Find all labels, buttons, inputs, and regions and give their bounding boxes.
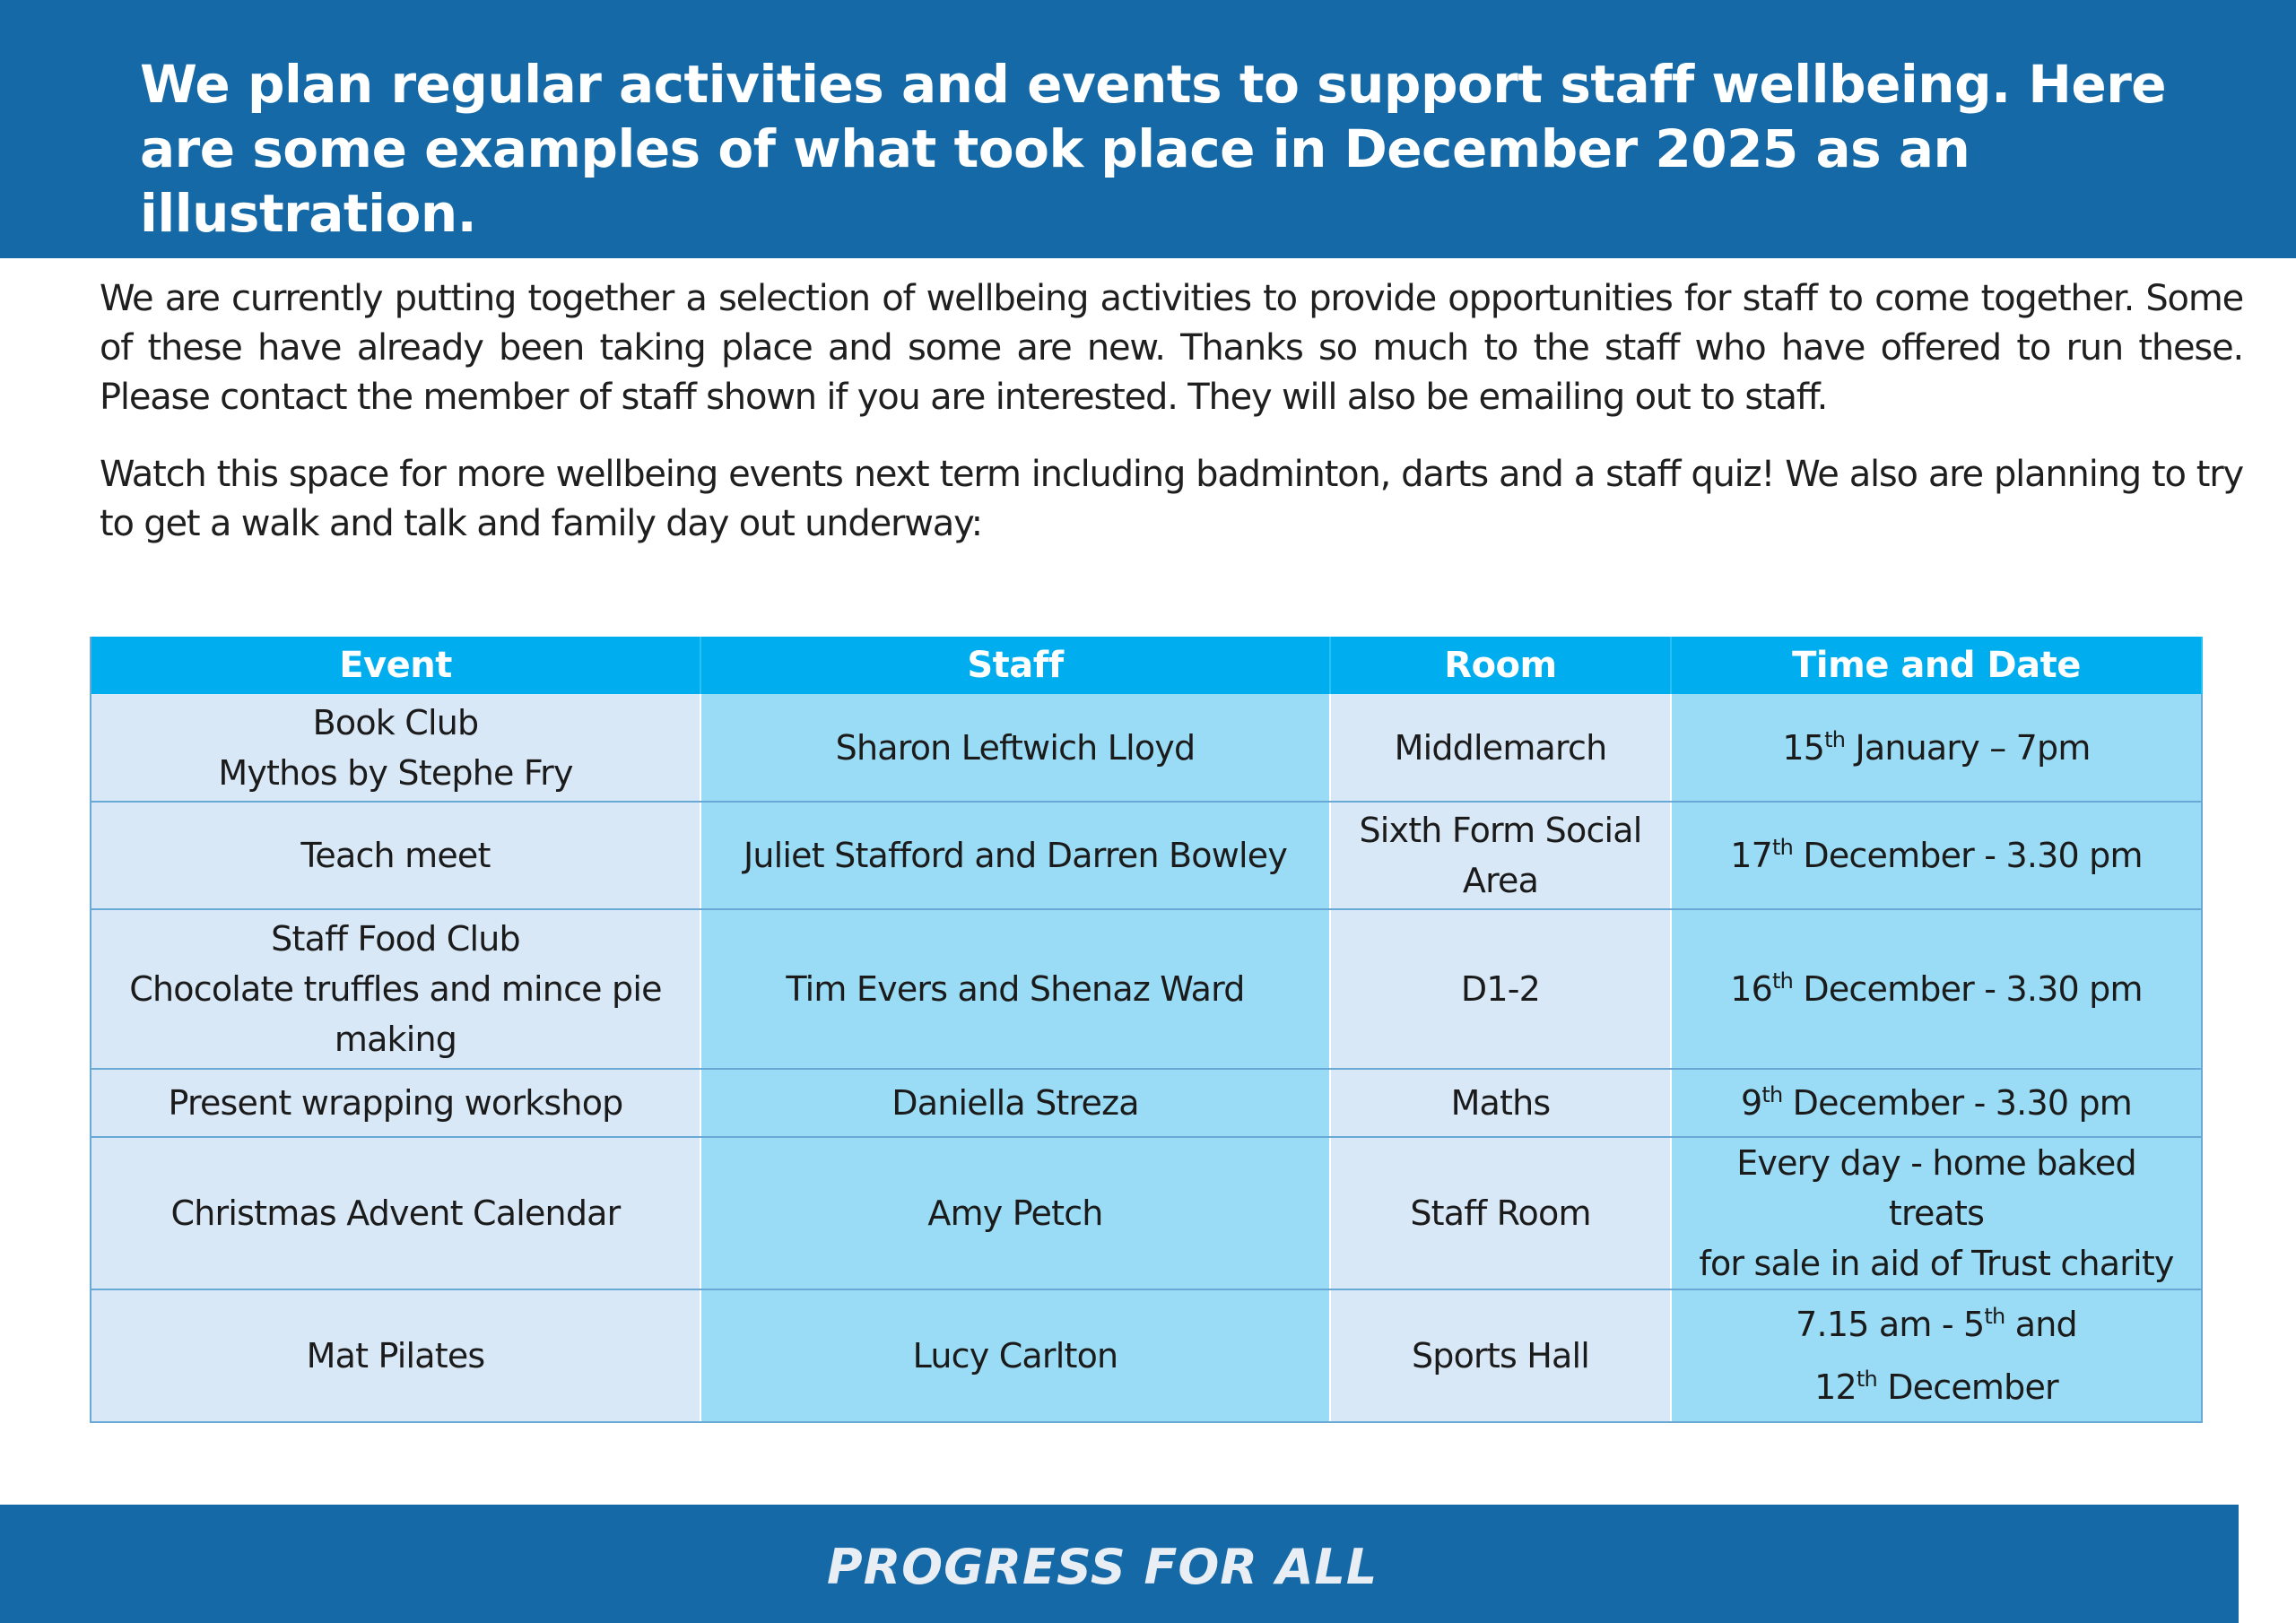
header-banner — [0, 0, 2296, 258]
time-cell — [1671, 694, 2202, 802]
event-cell: Christmas Advent Calendar — [91, 1137, 700, 1289]
event-cell — [91, 909, 700, 1069]
staff-cell: Juliet Stafford and Darren Bowley — [700, 802, 1330, 909]
date-rest: December - 3.30 pm — [1803, 969, 2143, 1009]
table-header-row — [91, 637, 2202, 694]
room-cell: D1-2 — [1330, 909, 1671, 1069]
table-row — [91, 694, 2202, 802]
table-row — [91, 1069, 2202, 1137]
staff-cell: Daniella Streza — [700, 1069, 1330, 1137]
date-suffix: th — [1984, 1304, 2005, 1329]
room-cell: Maths — [1330, 1069, 1671, 1137]
time-prefix: 7.15 am - 5 — [1796, 1305, 1985, 1344]
date-suffix: th — [1856, 1367, 1877, 1392]
date-day: 16 — [1730, 969, 1773, 1009]
date-rest: December - 3.30 pm — [1792, 1083, 2133, 1123]
staff-cell: Sharon Leftwich Lloyd — [700, 694, 1330, 802]
room-cell: Sports Hall — [1330, 1289, 1671, 1422]
time-line: for sale in aid of Trust charity — [1699, 1244, 2174, 1283]
time-line: Every day - home baked treats — [1736, 1143, 2136, 1233]
time-cell — [1671, 909, 2202, 1069]
event-detail: Chocolate truffles and mince pie — [129, 969, 662, 1009]
time-cell — [1671, 1069, 2202, 1137]
header-room: Room — [1330, 637, 1671, 694]
room-line: Sixth Form Social — [1359, 811, 1642, 850]
event-detail: Mythos by Stephe Fry — [218, 752, 573, 793]
event-detail: making — [334, 1020, 457, 1059]
event-name: Book Club — [312, 702, 479, 742]
room-line: Area — [1462, 861, 1539, 900]
staff-cell: Tim Evers and Shenaz Ward — [700, 909, 1330, 1069]
event-cell: Mat Pilates — [91, 1289, 700, 1422]
events-table — [90, 637, 2203, 1423]
date-day: 12 — [1814, 1367, 1857, 1407]
date-suffix: th — [1772, 968, 1794, 994]
intro-paragraph-2: Watch this space for more wellbeing events next term including badminton, darts and a staff quiz! We also are planning to try to get a walk and talk and family day out underway: — [100, 454, 2243, 544]
event-name: Staff Food Club — [271, 919, 520, 959]
table-row — [91, 1137, 2202, 1289]
date-suffix: th — [1824, 726, 1846, 752]
date-suffix: th — [1761, 1082, 1783, 1107]
time-cell — [1671, 1137, 2202, 1289]
header-time-and-date: Time and Date — [1671, 637, 2202, 694]
room-cell — [1330, 802, 1671, 909]
event-cell: Present wrapping workshop — [91, 1069, 700, 1137]
event-cell: Teach meet — [91, 802, 700, 909]
date-rest: January – 7pm — [1855, 727, 2091, 768]
table-row — [91, 802, 2202, 909]
header-staff: Staff — [700, 637, 1330, 694]
page-title: We plan regular activities and events to support staff wellbeing. Here are some examples of what took place in December 2025 as an illustration. — [140, 54, 2167, 244]
time-cell — [1671, 1289, 2202, 1422]
date-day: 9 — [1740, 1083, 1762, 1123]
header-event: Event — [91, 637, 700, 694]
intro-paragraph-1: We are currently putting together a selection of wellbeing activities to provide opportunities for staff to come together. Some of these have already been taking place and some are new. Thanks so much to the staff who have offered to run these. Please contact the member of staff shown if you are interested. They will also be emailing out to staff. — [100, 278, 2243, 418]
room-cell: Staff Room — [1330, 1137, 1671, 1289]
date-day: 15 — [1782, 727, 1825, 768]
staff-cell: Lucy Carlton — [700, 1289, 1330, 1422]
date-day: 17 — [1730, 836, 1773, 875]
table-row — [91, 909, 2202, 1069]
time-cell — [1671, 802, 2202, 909]
staff-cell: Amy Petch — [700, 1137, 1330, 1289]
date-rest: December - 3.30 pm — [1803, 836, 2143, 875]
time-and: and — [2014, 1305, 2077, 1344]
footer-banner — [0, 1505, 2239, 1623]
event-cell — [91, 694, 700, 802]
table-row — [91, 1289, 2202, 1422]
footer-slogan: PROGRESS FOR ALL — [827, 1539, 1378, 1595]
room-cell: Middlemarch — [1330, 694, 1671, 802]
date-month: December — [1887, 1367, 2058, 1407]
date-suffix: th — [1772, 835, 1794, 860]
